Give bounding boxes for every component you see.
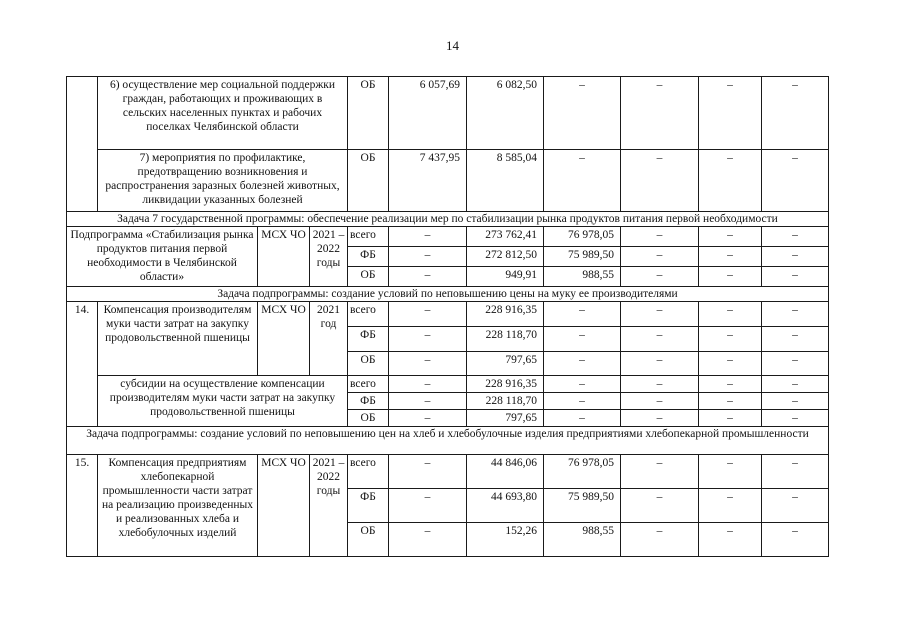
value-cell: – [621,247,699,267]
value-cell: 988,55 [544,523,621,557]
table-row [67,302,829,327]
value-cell: 797,65 [467,410,544,427]
section-heading [67,427,829,455]
value-cell: – [699,455,762,489]
funding-source: ОБ [348,410,389,427]
value-cell: – [544,352,621,376]
subprogram-name: Подпрограмма «Стабилизация рынка продуктов питания первой необходимости в Челябинской области» [67,227,258,287]
measure-name: Компенсация производителям муки части затрат на закупку продовольственной пшеницы [98,302,258,376]
value-cell: 228 916,35 [467,376,544,393]
value-cell: – [762,489,829,523]
table-row [67,376,829,393]
value-cell: – [699,247,762,267]
value-cell: 228 118,70 [467,327,544,352]
value-cell: – [762,247,829,267]
value-cell: – [544,410,621,427]
value-cell: – [621,227,699,247]
value-cell: – [621,489,699,523]
value-cell: 152,26 [467,523,544,557]
value-cell: – [621,393,699,410]
value-cell: – [544,302,621,327]
funding-source: ОБ [348,267,389,287]
value-cell: – [621,523,699,557]
value-cell: 44 693,80 [467,489,544,523]
value-cell: – [389,376,467,393]
section-heading [67,212,829,227]
funding-source: всего [348,302,389,327]
table-row [67,227,829,247]
funding-source: ФБ [348,393,389,410]
value-cell: 44 846,06 [467,455,544,489]
value-cell: – [544,77,621,150]
value-cell: – [699,523,762,557]
funding-source: всего [348,376,389,393]
value-cell: – [762,455,829,489]
measure-name: 6) осуществление мер социальной поддержки граждан, работающих и проживающих в сельских населенных пунктах и рабочих поселках Челябинской области [98,77,348,150]
value-cell: – [544,150,621,212]
value-cell: 75 989,50 [544,489,621,523]
value-cell: 988,55 [544,267,621,287]
value-cell: – [699,302,762,327]
value-cell: – [621,376,699,393]
value-cell: – [389,267,467,287]
period: 2021 год [310,302,348,376]
measure-name: 7) мероприятия по профилактике, предотвращению возникновения и распространения заразных болезней животных, ликвидации указанных болезней [98,150,348,212]
value-cell: – [544,376,621,393]
value-cell: 76 978,05 [544,455,621,489]
funding-source: ОБ [348,352,389,376]
value-cell: – [621,352,699,376]
value-cell: 272 812,50 [467,247,544,267]
value-cell: – [762,150,829,212]
value-cell: – [389,227,467,247]
value-cell: – [389,302,467,327]
funding-source: ОБ [348,523,389,557]
value-cell: – [762,302,829,327]
executor: МСХ ЧО [258,455,310,557]
value-cell: – [621,150,699,212]
value-cell: 797,65 [467,352,544,376]
value-cell: – [762,523,829,557]
value-cell: – [389,327,467,352]
funding-source: ФБ [348,327,389,352]
budget-table [66,76,828,557]
subtask-heading: Задача подпрограммы: создание условий по неповышению цены на муку ее производителями [67,287,829,302]
funding-source: ОБ [348,77,389,150]
value-cell: – [762,410,829,427]
value-cell: 76 978,05 [544,227,621,247]
funding-source: всего [348,455,389,489]
value-cell: – [389,247,467,267]
table-row [67,77,829,150]
value-cell: 228 118,70 [467,393,544,410]
value-cell: – [699,352,762,376]
value-cell: – [762,376,829,393]
value-cell: – [699,227,762,247]
executor: МСХ ЧО [258,227,310,287]
value-cell: 949,91 [467,267,544,287]
value-cell: – [621,327,699,352]
value-cell: – [389,489,467,523]
value-cell: – [699,150,762,212]
row-number: 15. [67,455,98,557]
section-heading [67,287,829,302]
value-cell: – [544,327,621,352]
value-cell: – [762,227,829,247]
period: 2021 – 2022 годы [310,455,348,557]
value-cell: 75 989,50 [544,247,621,267]
value-cell: – [621,77,699,150]
funding-source: ФБ [348,489,389,523]
value-cell: – [762,267,829,287]
value-cell: – [699,267,762,287]
value-cell: – [389,523,467,557]
value-cell: – [699,77,762,150]
value-cell: – [699,327,762,352]
row-number: 14. [67,302,98,427]
value-cell: – [762,393,829,410]
funding-source: ОБ [348,150,389,212]
funding-source: всего [348,227,389,247]
value-cell: – [544,393,621,410]
value-cell: 6 057,69 [389,77,467,150]
value-cell: – [621,410,699,427]
value-cell: 8 585,04 [467,150,544,212]
funding-source: ФБ [348,247,389,267]
subsidy-name: субсидии на осуществление компенсации производителям муки части затрат на закупку продовольственной пшеницы [98,376,348,427]
value-cell: 7 437,95 [389,150,467,212]
value-cell: 273 762,41 [467,227,544,247]
executor: МСХ ЧО [258,302,310,376]
subtask-heading: Задача подпрограммы: создание условий по неповышению цен на хлеб и хлебобулочные изделия предприятиями хлебопекарной промышленности [67,427,829,455]
page-number: 14 [446,38,459,53]
value-cell: – [699,410,762,427]
value-cell: – [621,455,699,489]
value-cell: – [389,410,467,427]
value-cell: – [699,393,762,410]
value-cell: – [762,77,829,150]
value-cell: – [699,376,762,393]
table-row [67,455,829,489]
task-heading: Задача 7 государственной программы: обеспечение реализации мер по стабилизации рынка продуктов питания первой необходимости [67,212,829,227]
value-cell: – [389,393,467,410]
value-cell: – [389,352,467,376]
value-cell: – [762,327,829,352]
table-row [67,150,829,212]
value-cell: – [762,352,829,376]
value-cell: 228 916,35 [467,302,544,327]
value-cell: 6 082,50 [467,77,544,150]
value-cell: – [621,302,699,327]
value-cell: – [389,455,467,489]
value-cell: – [621,267,699,287]
period: 2021 – 2022 годы [310,227,348,287]
measure-name: Компенсация предприятиям хлебопекарной промышленности части затрат на реализацию произведенных и реализованных хлеба и хлебобулочных изделий [98,455,258,557]
value-cell: – [699,489,762,523]
